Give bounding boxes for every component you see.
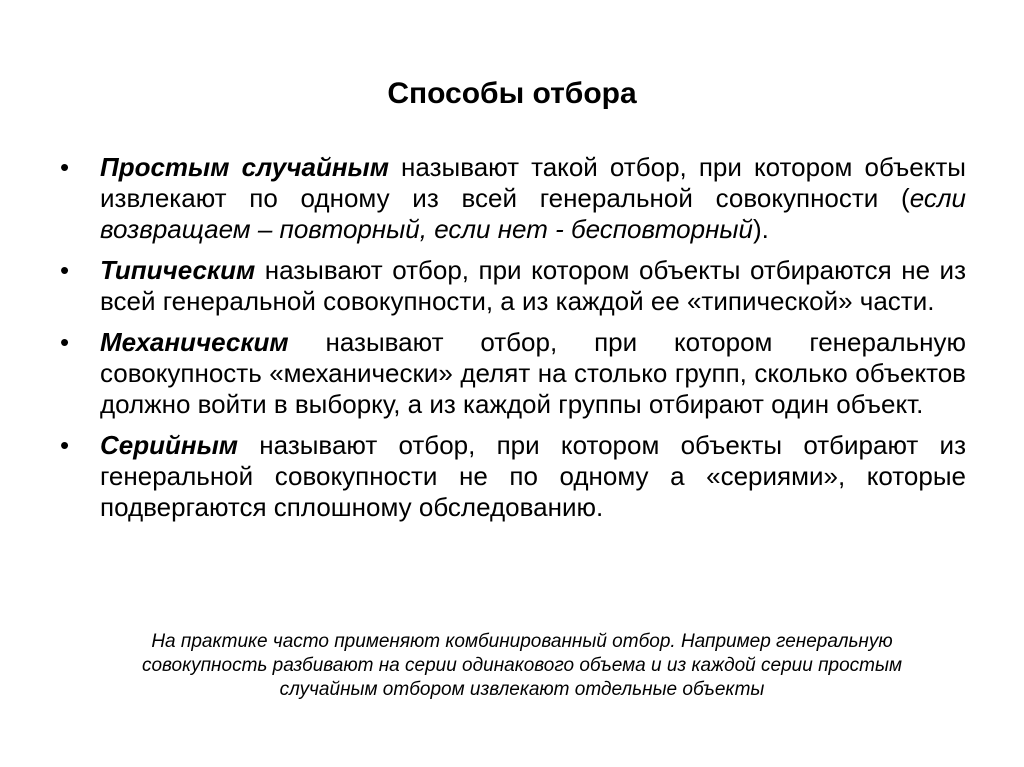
bullet-list bbox=[60, 152, 966, 533]
definition-text: называют отбор, при котором объекты отбирают из генеральной совокупности не по одному а «сериями», которые подвергаются сплошному обследованию. bbox=[100, 430, 966, 522]
definition-text-end: ). bbox=[752, 214, 769, 244]
list-item-serial bbox=[60, 430, 966, 523]
definition-text: называют такой отбор, при котором объекты извлекают по одному из всей генеральной совокупности ( bbox=[100, 152, 966, 213]
bullet-icon: • bbox=[60, 152, 70, 182]
definition-text: называют отбор, при котором объекты отбираются не из всей генеральной совокупности, а из каждой ее «типической» части. bbox=[100, 255, 966, 316]
term-mechanical: Механическим bbox=[100, 327, 289, 357]
bullet-icon: • bbox=[60, 430, 70, 460]
bullet-icon: • bbox=[60, 255, 70, 285]
footnote-line: случайным отбором извлекают отдельные объекты bbox=[279, 679, 765, 700]
bullet-icon: • bbox=[60, 327, 70, 357]
footnote-line: совокупность разбивают на серии одинакового объема и из каждой серии простым bbox=[141, 655, 902, 676]
footnote-line: На практике часто применяют комбинированный отбор. Например генеральную bbox=[151, 631, 893, 652]
parenthetical-note: если возвращаем – повторный, если нет - бесповторный bbox=[100, 183, 966, 244]
list-item-typical bbox=[60, 255, 966, 317]
list-item-mechanical bbox=[60, 327, 966, 420]
term-serial: Серийным bbox=[100, 430, 239, 460]
definition-text: называют отбор, при котором генеральную совокупность «механически» делят на столько групп, сколько объектов должно войти в выборку, а из каждой группы отбирают один объект. bbox=[100, 327, 966, 419]
list-item-simple-random bbox=[60, 152, 966, 245]
slide-title: Способы отбора bbox=[387, 77, 637, 110]
footnote bbox=[72, 630, 972, 702]
term-simple-random: Простым случайным bbox=[100, 152, 389, 182]
term-typical: Типическим bbox=[100, 255, 256, 285]
